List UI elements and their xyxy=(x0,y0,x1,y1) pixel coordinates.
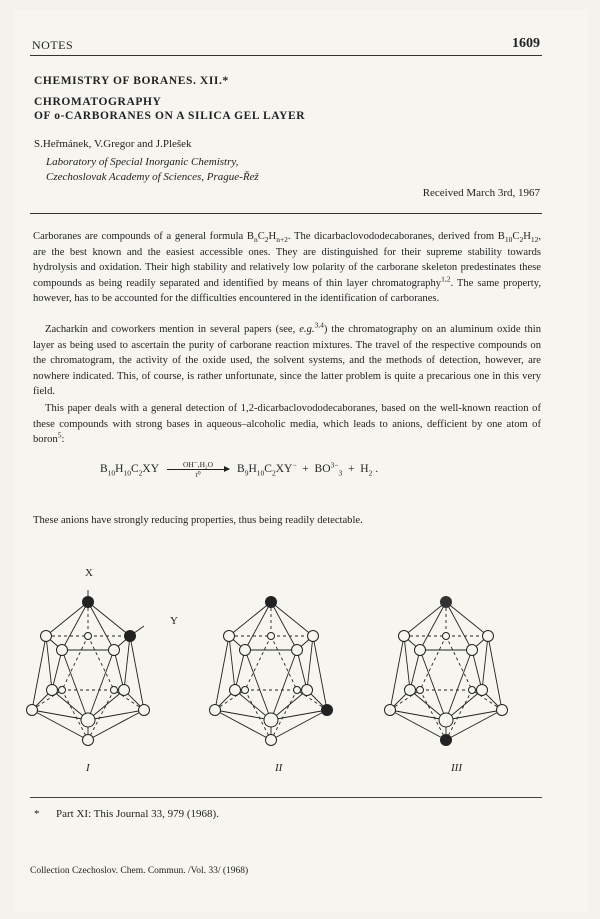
footnote: * Part XI: This Journal 33, 979 (1968). xyxy=(34,808,219,820)
journal-footer: Collection Czechoslov. Chem. Commun. /Vol. 33/ (1968) xyxy=(30,866,249,876)
title-line-1: CHEMISTRY OF BORANES. XII.* xyxy=(34,75,229,87)
label-y: Y xyxy=(170,615,178,627)
header-rule xyxy=(30,55,542,56)
running-header: NOTES xyxy=(32,38,74,52)
icosahedron-figure-I xyxy=(22,590,172,750)
paragraph-4: These anions have strongly reducing properties, thus being readily detectable. xyxy=(33,515,363,526)
title-line-3: OF o-CARBORANES ON A SILICA GEL LAYER xyxy=(34,110,306,122)
affiliation-line-1: Laboratory of Special Inorganic Chemistry, xyxy=(46,156,239,168)
paragraph-2: Zacharkin and coworkers mention in several papers (see, e.g.$^{3,4}$) the chromatography on an aluminum oxide thin layer as being used to ascertain the purity of carborane reaction mixtures. The travel of the respective compounds on the chromatogram, the activity of the oxide used, the solvent systems, and the methods of detection, however, are nowhere indicated. This, of course, is rather unfortunate, since the latter problem is quite a precarious one in this very field. xyxy=(33,320,541,398)
figure-label-II: II xyxy=(275,762,283,774)
affiliation-line-2: Czechoslovak Academy of Sciences, Prague-Řež xyxy=(46,171,259,183)
label-x: X xyxy=(85,567,93,579)
reaction-arrow: $\frac{\text{OH⁻,H₂O}}{\text{t⁰}}$ xyxy=(167,460,229,479)
paragraph-3: This paper deals with a general detection of 1,2-dicarbaclovododecaboranes, based on the well-known reaction of these compounds with strong bases in aqueous–alcoholic media, which leads to anions, defficient by one atom of boron$^5$: xyxy=(33,403,541,446)
page-number: 1609 xyxy=(512,36,540,51)
icosahedron-figure-III xyxy=(380,590,530,750)
figure-label-III: III xyxy=(451,762,462,774)
figure-label-I: I xyxy=(86,762,90,774)
title-line-2: CHROMATOGRAPHY xyxy=(34,96,162,108)
received-date: Received March 3rd, 1967 xyxy=(422,187,540,199)
title-rule xyxy=(30,213,542,214)
footnote-rule xyxy=(30,797,542,798)
reaction-equation: $B_{10}H_{10}C_2XY$ $\frac{\text{OH⁻,H₂O}}{\text{t⁰}}$ $B_9H_{10}C_2XY^- + BO^{3-}_3 + H_2$ . xyxy=(100,460,379,479)
icosahedron-figure-II xyxy=(205,590,355,750)
authors: S.Heřmánek, V.Gregor and J.Plešek xyxy=(34,138,192,150)
paragraph-1: Carboranes are compounds of a general formula $B_nC_2H_{n+2}$. The dicarbaclovododecaboranes, derived from $B_{10}C_2H_{12}$, are the best known and the easiest accessible ones. They are distinguished for their supreme stability towards hydrolysis and oxidation. Their high stability and relatively low polarity of the carborane skeleton predestinates these compounds as being readily separated and identified by means of thin layer chromatography$^{1,2}$. The same property, however, has to be accounted for the difficulties encountered in the identification of carboranes. xyxy=(33,231,542,305)
